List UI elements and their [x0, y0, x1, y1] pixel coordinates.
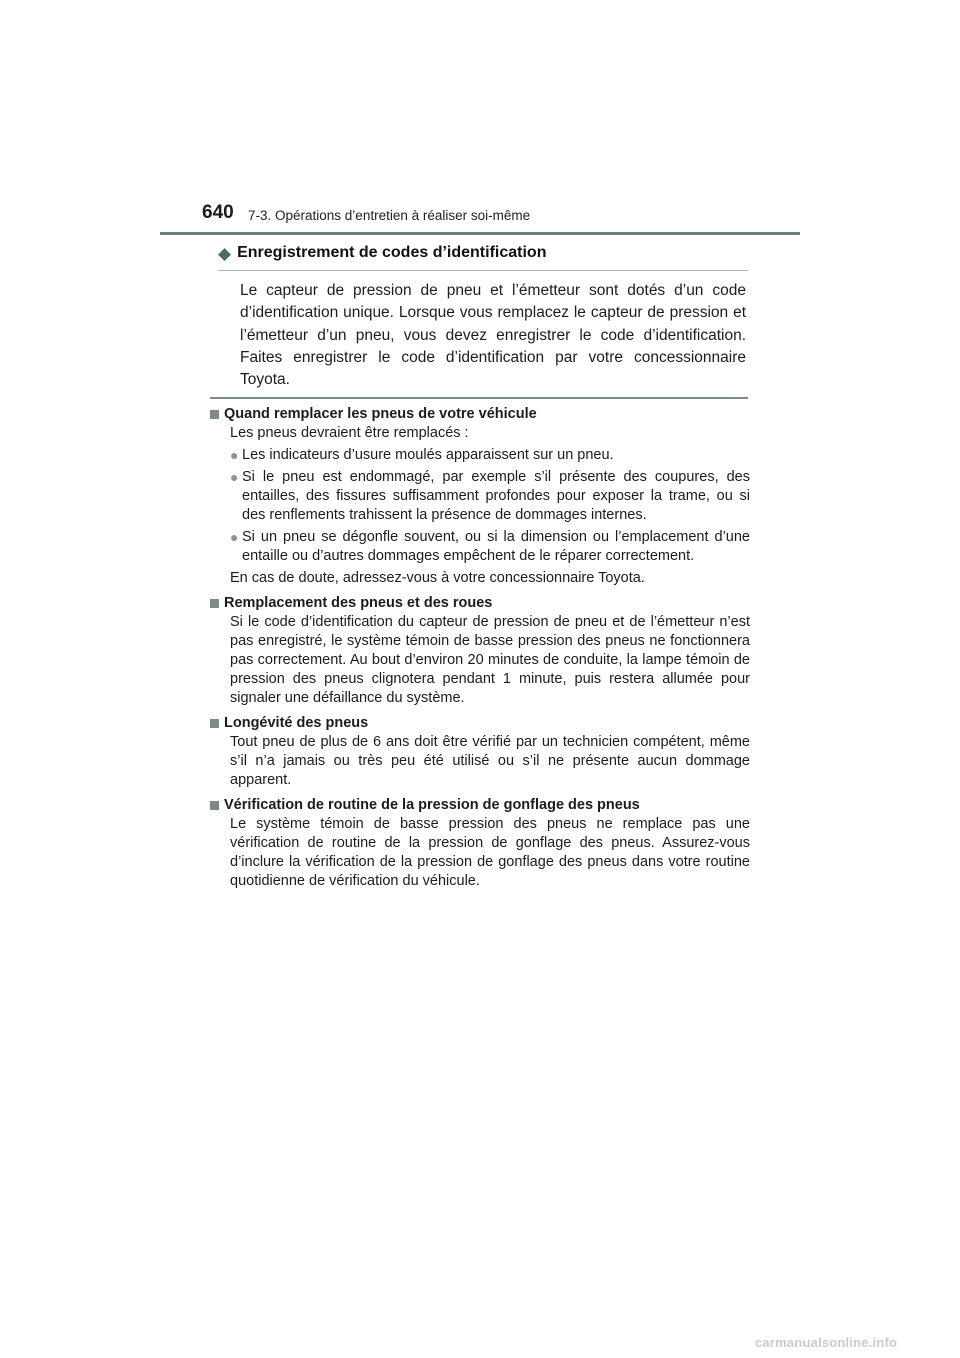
bullet-text: Les indicateurs d’usure moulés apparaissent sur un pneu.	[242, 447, 614, 463]
bullet-list	[230, 446, 750, 566]
section-title: 7-3. Opérations d’entretien à réaliser soi-même	[248, 208, 531, 223]
note-heading-text: Remplacement des pneus et des roues	[224, 595, 493, 611]
note-heading	[210, 594, 750, 613]
box-heading-rule	[218, 270, 748, 271]
header-rule	[160, 232, 800, 235]
box-bottom-rule	[210, 397, 748, 399]
circle-bullet-icon: ●	[230, 447, 239, 463]
list-item	[230, 528, 750, 566]
square-bullet-icon	[210, 719, 219, 728]
note-outro: En cas de doute, adressez-vous à votre concessionnaire Toyota.	[230, 570, 645, 586]
box-heading	[218, 242, 748, 264]
bullet-text: Si le pneu est endommagé, par exemple s’il présente des coupures, des entailles, des fissures suffisamment profondes pour exposer la trame, ou si des renflements trahissent la présence de dommages internes.	[242, 469, 750, 523]
watermark: carmanualsonline.info	[755, 1335, 898, 1350]
note-heading	[210, 405, 750, 424]
bullet-text: Si un pneu se dégonfle souvent, ou si la dimension ou l’emplacement d’une entaille ou d’autres dommages empêchent de le réparer correctement.	[242, 529, 750, 564]
note-heading-text: Vérification de routine de la pression de gonflage des pneus	[224, 797, 640, 813]
note-intro: Les pneus devraient être remplacés :	[230, 425, 469, 441]
note-heading-text: Longévité des pneus	[224, 715, 369, 731]
identification-box	[218, 242, 748, 391]
note-text: Tout pneu de plus de 6 ans doit être vérifié par un technicien compétent, même s’il n’a jamais ou très peu été utilisé ou s’il ne présente aucun dommage apparent.	[230, 734, 750, 788]
square-bullet-icon	[210, 801, 219, 810]
box-heading-text: Enregistrement de codes d’identification	[237, 244, 547, 261]
circle-bullet-icon: ●	[230, 529, 239, 545]
square-bullet-icon	[210, 410, 219, 419]
page-header	[0, 0, 960, 240]
list-item	[230, 468, 750, 525]
list-item	[230, 446, 750, 465]
notes-section	[210, 403, 750, 891]
box-body: Le capteur de pression de pneu et l’émetteur sont dotés d’un code d’identification unique. Lorsque vous remplacez le capteur de pression et l’émetteur d’un pneu, vous devez enregistrer le code d’identification. Faites enregistrer le code d’identification par votre concessionnaire Toyota.	[240, 282, 746, 389]
note-heading	[210, 796, 750, 815]
note-heading-text: Quand remplacer les pneus de votre véhicule	[224, 406, 537, 422]
circle-bullet-icon: ●	[230, 469, 239, 485]
note-heading	[210, 714, 750, 733]
square-bullet-icon	[210, 599, 219, 608]
note-text: Le système témoin de basse pression des pneus ne remplace pas une vérification de routine de la pression de gonflage des pneus. Assurez-vous d’inclure la vérification de la pression de gonflage des pneus dans votre routine quotidienne de vérification du véhicule.	[230, 816, 750, 889]
diamond-icon: ◆	[218, 243, 232, 263]
note-text: Si le code d’identification du capteur de pression de pneu et de l’émetteur n’est pas enregistré, le système témoin de basse pression des pneus ne fonctionnera pas correctement. Au bout d’environ 20 minutes de conduite, la lampe témoin de pression des pneus clignotera pendant 1 minute, puis restera allumée pour signaler une défaillance du système.	[230, 614, 750, 706]
page-number: 640	[202, 202, 234, 223]
